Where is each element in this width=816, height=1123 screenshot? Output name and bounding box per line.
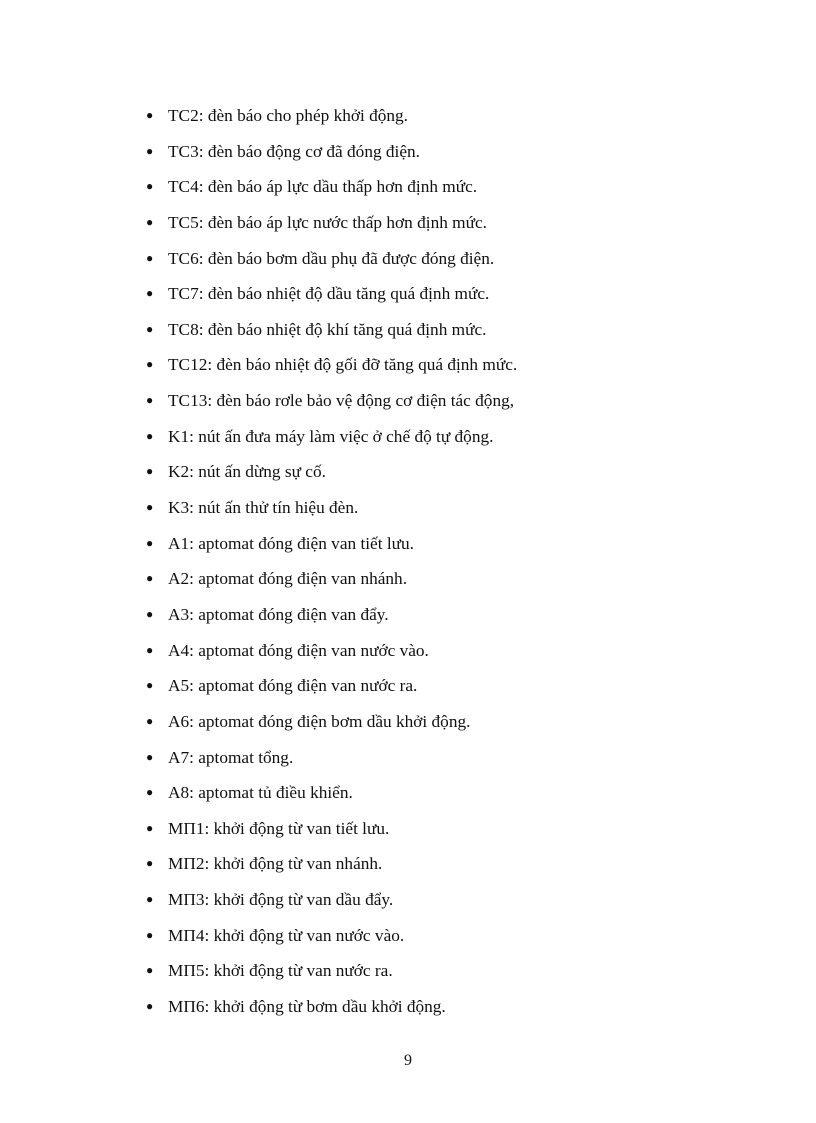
list-item: [146, 98, 517, 134]
list-item: [146, 740, 517, 776]
list-item-text: TC12: đèn báo nhiệt độ gối đỡ tăng quá định mức.: [168, 355, 518, 375]
list-item-text: A4: aptomat đóng điện van nước vào.: [168, 640, 429, 660]
bullet-icon: ●: [146, 856, 154, 871]
list-item-text: TC7: đèn báo nhiệt độ dầu tăng quá định mức.: [168, 284, 490, 304]
bullet-icon: ●: [146, 250, 154, 265]
list-item: [146, 134, 517, 170]
list-item-text: A5: aptomat đóng điện van nước ra.: [168, 676, 418, 696]
list-item: [146, 633, 517, 669]
list-item-text: K3: nút ấn thử tín hiệu đèn.: [168, 498, 359, 518]
list-item: [146, 169, 517, 205]
list-item: [146, 347, 517, 383]
list-item-text: MП5: khởi động từ van nước ra.: [168, 961, 393, 981]
list-item-text: K2: nút ấn dừng sự cố.: [168, 462, 326, 482]
list-item: [146, 312, 517, 348]
bullet-icon: ●: [146, 179, 154, 194]
list-item-text: A2: aptomat đóng điện van nhánh.: [168, 569, 408, 589]
bullet-icon: ●: [146, 571, 154, 586]
bullet-icon: ●: [146, 963, 154, 978]
list-item: [146, 526, 517, 562]
bullet-icon: ●: [146, 464, 154, 479]
list-item: [146, 205, 517, 241]
bullet-icon: ●: [146, 999, 154, 1014]
bullet-icon: ●: [146, 321, 154, 336]
bullet-icon: ●: [146, 892, 154, 907]
bullet-icon: ●: [146, 678, 154, 693]
list-item-text: TC6: đèn báo bơm dầu phụ đã được đóng điện.: [168, 248, 495, 268]
list-item-text: TC13: đèn báo rơle bảo vệ động cơ điện tác động,: [168, 391, 515, 411]
list-item: [146, 704, 517, 740]
list-item: [146, 597, 517, 633]
bullet-icon: ●: [146, 108, 154, 122]
list-item-text: A7: aptomat tổng.: [168, 747, 294, 767]
list-item: [146, 561, 517, 597]
list-item: [146, 668, 517, 704]
list-item-text: K1: nút ấn đưa máy làm việc ở chế độ tự động.: [168, 426, 494, 446]
bullet-icon: ●: [146, 606, 154, 621]
list-item-text: MП6: khởi động từ bơm dầu khởi động.: [168, 997, 446, 1017]
list-item-text: A8: aptomat tủ điều khiển.: [168, 783, 353, 803]
list-item: [146, 811, 517, 847]
bullet-icon: ●: [146, 286, 154, 301]
bullet-icon: ●: [146, 214, 154, 229]
list-item-text: MП3: khởi động từ van dầu đẩy.: [168, 890, 394, 910]
list-item: [146, 419, 517, 455]
list-item: [146, 918, 517, 954]
bullet-icon: ●: [146, 785, 154, 800]
list-item: [146, 241, 517, 277]
bullet-list: [146, 98, 517, 1025]
list-item: [146, 383, 517, 419]
page-number: 9: [404, 1052, 412, 1069]
list-item-text: A1: aptomat đóng điện van tiết lưu.: [168, 533, 414, 553]
bullet-icon: ●: [146, 357, 154, 372]
list-item-text: A6: aptomat đóng điện bơm dầu khởi động.: [168, 711, 471, 731]
list-item-text: MП2: khởi động từ van nhánh.: [168, 854, 383, 874]
bullet-icon: ●: [146, 535, 154, 550]
list-item-text: TC4: đèn báo áp lực dầu thấp hơn định mức.: [168, 177, 478, 197]
bullet-icon: ●: [146, 500, 154, 515]
bullet-icon: ●: [146, 927, 154, 942]
bullet-icon: ●: [146, 143, 154, 158]
list-item-text: TC5: đèn báo áp lực nước thấp hơn định mức.: [168, 212, 487, 232]
list-item: [146, 775, 517, 811]
list-item: [146, 882, 517, 918]
bullet-icon: ●: [146, 393, 154, 408]
list-item: [146, 490, 517, 526]
list-item-text: TC2: đèn báo cho phép khởi động.: [168, 106, 408, 125]
list-item-text: MП1: khởi động từ van tiết lưu.: [168, 818, 390, 838]
list-item: [146, 846, 517, 882]
list-item-text: TC3: đèn báo động cơ đã đóng điện.: [168, 141, 420, 161]
list-item-text: TC8: đèn báo nhiệt độ khí tăng quá định mức.: [168, 319, 487, 339]
list-item: [146, 276, 517, 312]
list-item-text: MП4: khởi động từ van nước vào.: [168, 925, 405, 945]
bullet-icon: ●: [146, 642, 154, 657]
list-item: [146, 454, 517, 490]
bullet-icon: ●: [146, 713, 154, 728]
list-item: [146, 989, 517, 1025]
bullet-icon: ●: [146, 820, 154, 835]
list-item-text: A3: aptomat đóng điện van đẩy.: [168, 604, 389, 624]
bullet-icon: ●: [146, 428, 154, 443]
bullet-icon: ●: [146, 749, 154, 764]
list-item: [146, 953, 517, 989]
